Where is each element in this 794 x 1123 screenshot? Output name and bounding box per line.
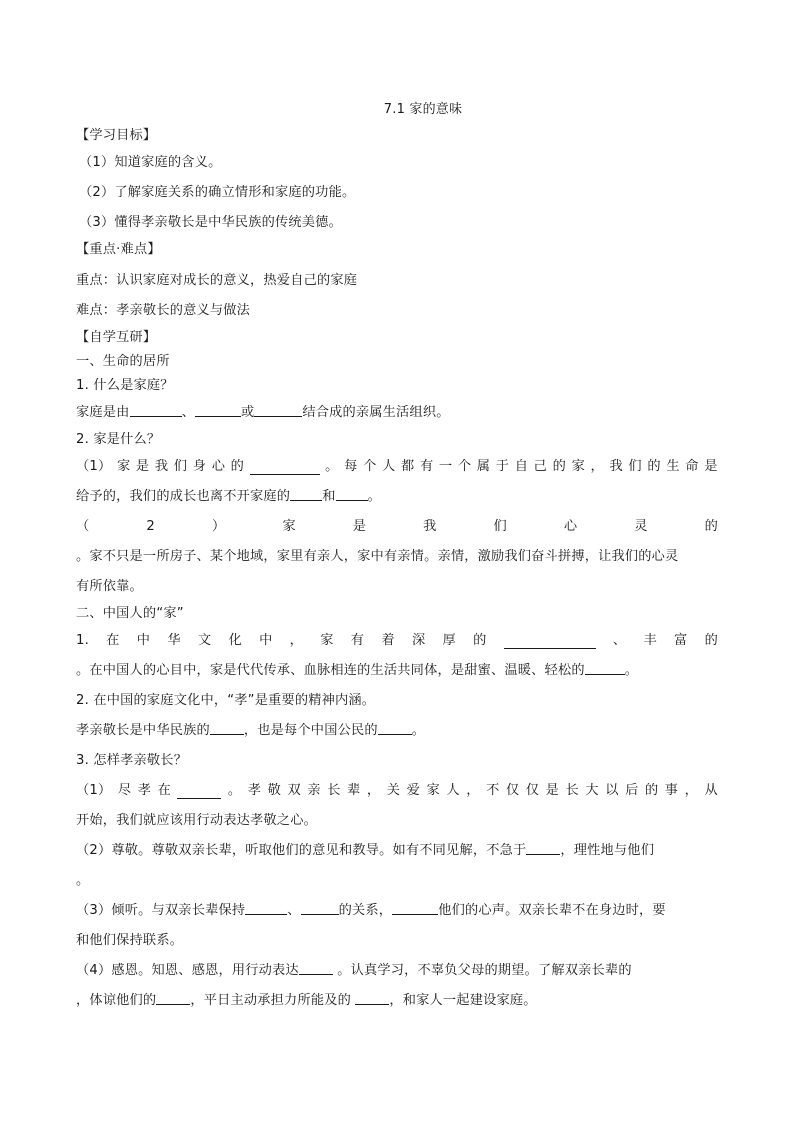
answer-blank[interactable] <box>210 720 244 735</box>
text: 。 <box>624 663 639 678</box>
key-point-text: 重点：认识家庭对成长的意义，热爱自己的家庭 <box>76 273 358 288</box>
text: 。认真学习，不辜负父母的期望。了解双亲长辈的 <box>332 963 632 978</box>
text: ， <box>684 783 699 798</box>
text: 家 <box>426 783 440 798</box>
text: 身 <box>192 459 207 474</box>
text: 深 <box>411 633 426 648</box>
answer-blank[interactable] <box>130 402 182 417</box>
text: 的 <box>704 519 718 534</box>
text: 家 <box>320 633 334 648</box>
text: 我 <box>609 459 623 474</box>
text: 于 <box>495 459 510 474</box>
text: 个 <box>363 459 377 474</box>
text: 仅 <box>505 783 520 798</box>
text: 有 <box>419 459 434 474</box>
text: 每 <box>344 459 358 474</box>
text: 爱 <box>406 783 421 798</box>
section-heading: 一、生命的居所 <box>76 354 170 369</box>
text: 从 <box>704 783 718 798</box>
text: 结合成的亲属生活组织。 <box>302 405 450 420</box>
answer-blank[interactable] <box>504 634 596 649</box>
question-heading: 3. 怎样孝亲敬长？ <box>76 753 188 768</box>
text: 仅 <box>525 783 540 798</box>
difficulty-text: 难点：孝亲敬长的意义与做法 <box>76 303 251 318</box>
text: 或 <box>240 405 255 420</box>
text: 丰 <box>643 633 657 648</box>
key-points-heading: 【重点·难点】 <box>76 242 161 257</box>
home-item-2-cont: 。家不只是一所房子、某个地域，家里有亲人，家中有亲情。亲情，激励我们奋斗拼搏，让我们的心灵 <box>76 549 679 564</box>
text: 的关系， <box>338 903 393 918</box>
text: 命 <box>685 459 699 474</box>
answer-blank[interactable] <box>195 402 241 417</box>
text: 他们的心声。双亲长辈不在身边时，要 <box>438 903 666 918</box>
text: 。 <box>411 723 426 738</box>
respect-item-1 <box>76 776 718 806</box>
answer-blank[interactable] <box>250 460 320 475</box>
respect-item-2-cont: 。 <box>76 873 90 888</box>
text: （1） <box>76 459 112 474</box>
text: 我 <box>423 519 437 534</box>
text: 孝 <box>247 783 262 798</box>
text: 的 <box>704 633 718 648</box>
goal-item: （2）了解家庭关系的确立情形和家庭的功能。 <box>79 185 356 200</box>
text: 。 <box>325 459 339 474</box>
text: 大 <box>585 783 599 798</box>
text: 人 <box>382 459 396 474</box>
text: ， <box>466 783 480 798</box>
culture-item-1-cont <box>76 656 718 686</box>
respect-item-4-cont <box>76 986 718 1016</box>
text: 心 <box>211 459 226 474</box>
respect-item-1-cont: 开始，我们就应该用行动表达孝敬之心。 <box>76 813 317 828</box>
answer-blank[interactable] <box>299 960 333 975</box>
text: 、 <box>287 903 301 918</box>
text: 的 <box>644 783 659 798</box>
text: 文 <box>197 633 212 648</box>
text: 是 <box>135 459 150 474</box>
goal-item: （3）懂得孝亲敬长是中华民族的传统美德。 <box>79 215 342 230</box>
text: 孝亲敬长是中华民族的 <box>76 723 210 738</box>
answer-blank[interactable] <box>378 720 412 735</box>
filial-piety-line <box>76 716 718 746</box>
text: 1. <box>76 633 89 648</box>
answer-blank[interactable] <box>526 840 560 855</box>
text: 以 <box>605 783 619 798</box>
home-item-1 <box>76 452 718 482</box>
text: 厚 <box>442 633 456 648</box>
text: 。 <box>367 489 381 504</box>
text: 自 <box>514 459 529 474</box>
answer-blank[interactable] <box>245 900 287 915</box>
home-item-1-cont <box>76 482 718 512</box>
text: 双 <box>287 783 301 798</box>
text: ，也是每个中国公民的 <box>243 723 378 738</box>
text: 中 <box>136 633 151 648</box>
family-definition <box>76 398 718 428</box>
text: 我 <box>154 459 169 474</box>
text: 长 <box>565 783 579 798</box>
question-heading: 2. 在中国的家庭文化中，“孝”是重要的精神内涵。 <box>76 693 376 708</box>
home-item-2-cont: 有所依靠。 <box>76 579 143 594</box>
answer-blank[interactable] <box>585 660 625 675</box>
text: 着 <box>381 633 395 648</box>
answer-blank[interactable] <box>355 990 389 1005</box>
text: ，平日主动承担力所能及的 <box>190 993 356 1008</box>
text: 家庭是由 <box>76 405 130 420</box>
text: 富 <box>674 633 688 648</box>
answer-blank[interactable] <box>177 784 221 799</box>
text: ， <box>590 459 604 474</box>
text: 后 <box>625 783 639 798</box>
text: 家 <box>282 519 296 534</box>
text: 人 <box>446 783 460 798</box>
text: ，体谅他们的 <box>76 993 157 1008</box>
text: 们 <box>173 459 188 474</box>
text: 都 <box>400 459 415 474</box>
text: 亲 <box>307 783 321 798</box>
text: 和 <box>322 489 336 504</box>
text: 一 <box>438 459 453 474</box>
text: 是 <box>545 783 560 798</box>
learning-goals-heading: 【学习目标】 <box>76 128 157 143</box>
text: ， <box>366 783 381 798</box>
text: 给予的，我们的成长也离不开家庭的 <box>76 489 291 504</box>
text: 。 <box>227 783 242 798</box>
text: 的 <box>473 633 487 648</box>
question-heading: 2. 家是什么？ <box>76 432 161 447</box>
respect-item-3-cont: 和他们保持联系。 <box>76 933 184 948</box>
text: 己 <box>533 459 548 474</box>
text: （4）感恩。知恩、感恩，用行动表达 <box>76 963 299 978</box>
text: 的 <box>647 459 661 474</box>
page-title: 7.1 家的意味 <box>383 102 463 117</box>
worksheet-page <box>76 96 718 1016</box>
goal-item: （1）知道家庭的含义。 <box>79 155 222 170</box>
text: 们 <box>493 519 507 534</box>
text: 华 <box>167 633 181 648</box>
text: 辈 <box>347 783 361 798</box>
text: 灵 <box>634 519 648 534</box>
text: 事 <box>664 783 679 798</box>
respect-item-3 <box>76 896 718 926</box>
text: ） <box>211 519 226 534</box>
section-heading: 二、中国人的“家” <box>76 606 184 621</box>
answer-blank[interactable] <box>336 486 368 501</box>
text: 中 <box>259 633 273 648</box>
text: ， <box>289 633 304 648</box>
answer-blank[interactable] <box>290 486 322 501</box>
text: （2）尊敬。尊敬双亲长辈，听取他们的意见和教导。如有不同见解，不急于 <box>76 843 527 858</box>
text: 化 <box>228 633 242 648</box>
text: 个 <box>457 459 472 474</box>
text: 是 <box>704 459 718 474</box>
text: 尽 <box>117 783 132 798</box>
home-item-2 <box>76 512 718 542</box>
respect-item-4 <box>76 956 718 986</box>
question-heading: 1. 什么是家庭？ <box>76 378 174 393</box>
text: 的 <box>552 459 566 474</box>
self-study-heading: 【自学互研】 <box>76 330 157 345</box>
answer-blank[interactable] <box>392 900 438 915</box>
text: 在 <box>157 783 171 798</box>
answer-blank[interactable] <box>156 990 190 1005</box>
culture-item-1 <box>76 626 718 656</box>
text: 不 <box>486 783 500 798</box>
text: 是 <box>352 519 367 534</box>
text: （3）倾听。与双亲长辈保持 <box>76 903 246 918</box>
text: 孝 <box>137 783 152 798</box>
text: 的 <box>230 459 245 474</box>
text: 长 <box>327 783 341 798</box>
text: 生 <box>666 459 680 474</box>
text: 在 <box>106 633 120 648</box>
text: 、 <box>612 633 627 648</box>
text: 家 <box>571 459 585 474</box>
text: 属 <box>476 459 491 474</box>
text: ，和家人一起建设家庭。 <box>389 993 537 1008</box>
answer-blank[interactable] <box>254 402 302 417</box>
text: （1） <box>76 783 112 798</box>
text: 、 <box>181 405 195 420</box>
text: ，理性地与他们 <box>560 843 655 858</box>
text: 。在中国人的心目中，家是代代传承、血脉相连的生活共同体，是甜蜜、温暖、轻松的 <box>76 663 585 678</box>
text: 家 <box>116 459 131 474</box>
text: 们 <box>628 459 642 474</box>
text: 2 <box>146 519 155 534</box>
text: 心 <box>563 519 578 534</box>
respect-item-2 <box>76 836 718 866</box>
text: 关 <box>386 783 401 798</box>
text: （ <box>76 519 90 534</box>
answer-blank[interactable] <box>301 900 339 915</box>
text: 敬 <box>267 783 281 798</box>
text: 有 <box>350 633 365 648</box>
